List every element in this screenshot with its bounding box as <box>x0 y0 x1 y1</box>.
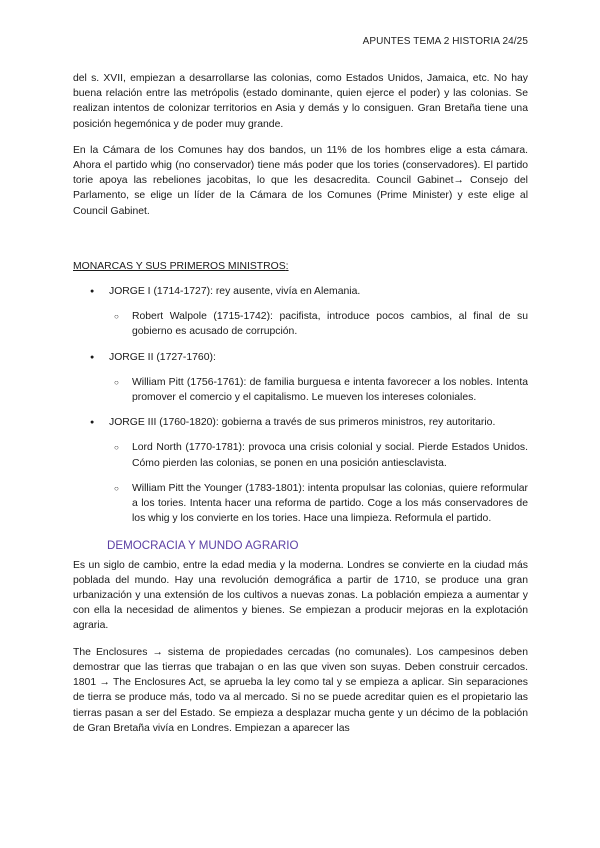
section-suffix: : <box>285 260 289 272</box>
list-subitem-pitt-younger: ○ William Pitt the Younger (1783-1801): intenta propulsar las colonias, quiere reformular a los tories. Intenta hacer una reforma de partido. Coge a los más conservadores de los whig y los convierte en los tories. Hace una limpieza. Reformula el partido. <box>73 481 528 527</box>
paragraph-enclosures: The Enclosures → sistema de propiedades cercadas (no comunales). Los campesinos deben demostrar que las tierras que trabajan o en las que viven son suyas. Deben construir cercados. 1801 → The Enclosures Act, se aprueba la ley como tal y se empieza a aplicar. Sin separaciones de tierra se produce más, todo va al mercado. Si no se puede acreditar quien es el propietario las tierras pasan a ser del Estado. Se empieza a desplazar mucha gente y un décimo de la población de Gran Bretaña vivía en Londres. Empiezan a aparecer las <box>73 646 528 734</box>
paragraph-colonies: del s. XVII, empiezan a desarrollarse las colonias, como Estados Unidos, Jamaica, etc. No hay buena relación entre las metrópolis (estado dominante, quien ejerce el poder) y las colonias. Se realizan intentos de colonizar territorios en Asia y demás y lo consiguen. Gran Bretaña tiene una posición hegemónica y de poder muy grande. <box>73 73 528 130</box>
list-subitem-pitt: ○ William Pitt (1756-1761): de familia burguesa e intenta favorecer a los nobles. Intenta promover el comercio y el capitalismo. Le mueven los intereses coloniales. <box>73 375 528 405</box>
document-body <box>73 71 528 736</box>
list-item-jorge-ii: ● JORGE II (1727-1760): <box>73 350 528 365</box>
section-title: MONARCAS Y SUS PRIMEROS MINISTROS <box>73 260 286 272</box>
list-subitem-walpole: ○ Robert Walpole (1715-1742): pacifista, introduce pocos cambios, al final de su gobierno es acusado de corrupción. <box>73 309 528 339</box>
section-heading <box>73 259 528 274</box>
page-header: APUNTES TEMA 2 HISTORIA 24/25 <box>362 36 528 47</box>
list-item-jorge-i: ● JORGE I (1714-1727): rey ausente, vivía en Alemania. <box>73 284 528 299</box>
paragraph-siglo-cambio: Es un siglo de cambio, entre la edad media y la moderna. Londres se convierte en la ciudad más poblada del mundo. Hay una revolución demográfica a partir de 1710, se produce una gran urbanización y una extensión de los cultivos a nuevas zonas. La población empieza a aumentar y con ella la necesidad de alimentos y bienes. Se empiezan a producir mejoras en la explotación agraria. <box>73 559 528 632</box>
paragraph-commons: En la Cámara de los Comunes hay dos bandos, un 11% de los hombres elige a esta cámara. Ahora el partido whig (no conservador) tiene más poder que los tories (conservadores). El partido torie apoya las rebeliones jacobitas, lo que les desacredita. Council Gabinet→ Consejo del Parlamento, se elige un líder de la Cámara de los Comunes (Prime Minister) y este elige al Council Gabinet. <box>73 144 528 217</box>
subheading-democracia: DEMOCRACIA Y MUNDO AGRARIO <box>107 539 299 553</box>
list-subitem-north: ○ Lord North (1770-1781): provoca una crisis colonial y social. Pierde Estados Unidos. Cómo pierden las colonias, se ponen en una posición antiesclavista. <box>73 440 528 470</box>
list-item-jorge-iii: ● JORGE III (1760-1820): gobierna a través de sus primeros ministros, rey autoritario. <box>73 415 528 430</box>
